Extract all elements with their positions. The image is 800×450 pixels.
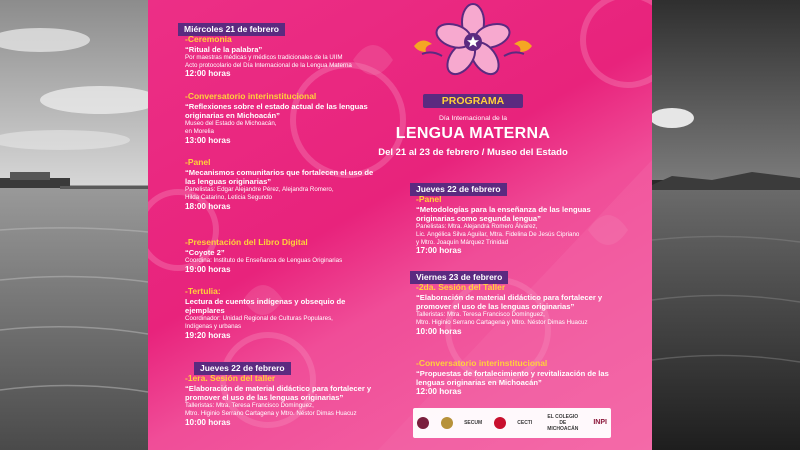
event-detail: en Morelia	[185, 128, 214, 135]
event-time: 12:00 horas	[185, 69, 231, 79]
event-conversatorio	[185, 91, 385, 146]
event-detail: Talleristas: Mtra. Teresa Francisco Domínguez,	[416, 311, 545, 319]
sponsor-logos	[413, 408, 611, 438]
event-name: “Elaboración de material didáctico para fortalecer y promover el uso de las lenguas originarias”	[416, 293, 603, 312]
event-type: -1era. Sesión del taller	[185, 373, 276, 383]
event-name: “Elaboración de material didáctico para fortalecer y promover el uso de las lenguas originarias”	[185, 384, 372, 403]
logo-secum: SECUM	[464, 420, 483, 426]
event-name: “Propuestas de fortalecimiento y revitalización de las lenguas originarias en Michoacán”	[416, 369, 609, 388]
day-label-wednesday: Miércoles 21 de febrero	[178, 23, 285, 36]
institution-icon	[494, 417, 506, 429]
event-type: -Panel	[185, 157, 211, 167]
logo-colegio: EL COLEGIO DE MICHOACÁN	[547, 414, 579, 432]
event-presentacion-libro	[185, 237, 385, 275]
event-name: “Mecanismos comunitarios que fortalecen el uso de las lenguas originarias”	[185, 168, 374, 187]
event-detail: Panelistas: Edgar Alejandre Pérez, Alejandra Romero,	[185, 186, 334, 194]
event-time: 17:00 horas	[416, 246, 462, 256]
day-label-thursday: Jueves 22 de febrero	[194, 362, 291, 375]
event-subtitle: Día Internacional de la	[438, 115, 507, 122]
event-panel	[185, 157, 385, 212]
event-title: LENGUA MATERNA	[395, 125, 551, 142]
event-name: Lectura de cuentos indígenas y obsequio de ejemplares	[185, 297, 346, 316]
event-detail: Museo del Estado de Michoacán,	[185, 120, 277, 128]
day-label-thursday: Jueves 22 de febrero	[410, 183, 507, 196]
flower-logo-icon	[408, 2, 538, 94]
logo-cecti: CECTI	[517, 420, 533, 426]
state-seal-icon	[441, 417, 453, 429]
event-detail: Coordinador: Unidad Regional de Culturas Populares,	[185, 315, 333, 323]
event-time: 19:00 horas	[185, 264, 231, 274]
event-time: 10:00 horas	[416, 326, 462, 336]
event-type: -2da. Sesión del Taller	[416, 282, 506, 292]
programa-badge: PROGRAMA	[423, 94, 523, 108]
event-name: “Metodologías para la enseñanza de las lenguas originarias como segunda lengua”	[416, 205, 591, 224]
event-detail: Talleristas: Mtra. Teresa Francisco Domínguez,	[185, 402, 314, 410]
event-taller-2	[416, 282, 626, 337]
event-type: -Panel	[416, 194, 442, 204]
event-detail: Mtro. Higinio Serrano Cartagena y Mtro. Néstor Dimas Huacuz	[416, 319, 588, 326]
event-detail: Indígenas y urbanas	[185, 323, 242, 330]
right-lake-photo	[652, 0, 800, 450]
government-seal-icon	[417, 417, 429, 429]
event-detail: Hilda Catarino, Leticia Segundo	[185, 194, 273, 201]
event-ceremonia	[185, 34, 385, 79]
event-time: 18:00 horas	[185, 201, 231, 211]
event-type: -Conversatorio interinstitucional	[416, 358, 548, 368]
event-dates: Del 21 al 23 de febrero / Museo del Estado	[378, 147, 568, 158]
event-panel-metodologias	[416, 194, 626, 256]
program-poster	[148, 0, 652, 450]
event-name: “Reflexiones sobre el estado actual de las lenguas originarias en Michoacán”	[185, 102, 368, 121]
event-tertulia	[185, 286, 385, 341]
event-name: “Ritual de la palabra”	[185, 45, 263, 54]
event-detail: y Mtro. Joaquín Márquez Trinidad	[416, 238, 509, 246]
event-type: -Ceremonia	[185, 34, 232, 44]
left-lake-photo	[0, 0, 148, 450]
event-time: 12:00 horas	[416, 387, 462, 397]
event-time: 10:00 horas	[185, 417, 231, 427]
event-detail: Acto protocolario del Día Internacional de la Lengua Materna	[185, 61, 352, 69]
event-conversatorio-propuestas	[416, 358, 626, 397]
event-time: 13:00 horas	[185, 135, 231, 145]
event-detail: Lic. Angélica Silva Aguilar, Mtra. Fidelina De Jesús Cipriano	[416, 231, 580, 238]
event-name: “Coyote 2”	[185, 248, 225, 257]
event-detail: Mtro. Higinio Serrano Cartagena y Mtro. Néstor Dimas Huacuz	[185, 410, 357, 417]
event-detail: Por maestras médicas y médicos tradicionales de la UIIM	[185, 54, 343, 62]
event-type: -Presentación del Libro Digital	[185, 237, 308, 247]
event-taller-1	[185, 373, 395, 428]
event-type: -Tertulia:	[185, 286, 221, 296]
day-label-friday: Viernes 23 de febrero	[410, 271, 508, 284]
event-detail: Coordina: Instituto de Enseñanza de Lenguas Originarias	[185, 257, 343, 265]
event-detail: Panelistas: Mtra. Alejandra Romero Álvarez,	[416, 223, 538, 231]
event-time: 19:20 horas	[185, 330, 231, 340]
logo-inpi: INPI	[593, 419, 607, 426]
event-type: -Conversatorio interinstitucional	[185, 91, 317, 101]
